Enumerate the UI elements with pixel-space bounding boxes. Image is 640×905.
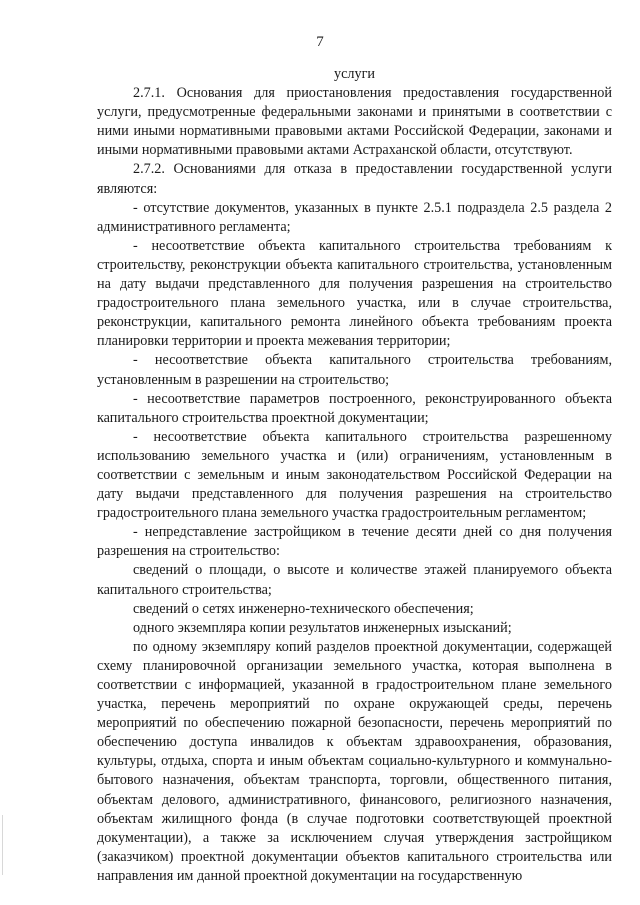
sub-item: сведений о площади, о высоте и количестве этажей планируемого объекта капитального строительства;	[97, 562, 612, 598]
paragraph-2-7-2: 2.7.2. Основаниями для отказа в предоставлении государственной услуги являются:	[97, 161, 612, 197]
list-item: - несоответствие объекта капитального строительства разрешенному использованию земельного участка и (или) ограничениям, установленным в соответствии с земельным и иным законодательством Российской Федерации на дату выдачи представленного для получения разрешения на строительство градостроительного плана земельного участка градостроительным регламентом;	[97, 428, 612, 522]
scan-edge-mark	[2, 815, 3, 875]
heading-continuation: услуги	[334, 66, 375, 82]
list-item: - несоответствие объекта капитального строительства требованиям, установленным в разрешении на строительство;	[97, 352, 612, 388]
sub-item: одного экземпляра копии результатов инженерных изысканий;	[133, 619, 512, 636]
list-item: - отсутствие документов, указанных в пункте 2.5.1 подраздела 2.5 раздела 2 административного регламента;	[97, 199, 612, 235]
list-item: - несоответствие параметров построенного, реконструированного объекта капитального строительства проектной документации;	[97, 390, 612, 426]
sub-item: по одному экземпляру копий разделов проектной документации, содержащей схему планировочной организации земельного участка, которая выполнена в соответствии с информацией, указанной в градостроительном плане земельного участка, перечень мероприятий по охране окружающей среды, перечень мероприятий по обеспечению пожарной безопасности, перечень мероприятий по обеспечению доступа инвалидов к объектам здравоохранения, образования, культуры, отдыха, спорта и иным объектам социально-культурного и коммунально-бытового назначения, объектам транспорта, торговли, общественного питания, объектам делового, административного, финансового, религиозного назначения, объектам жилищного фонда (в случае подготовки соответствующей проектной документации), а также за исключением случая утверждения застройщиком (заказчиком) проектной документации объектов капитального строительства или направления им данной проектной документации на государственную	[97, 638, 612, 884]
page-number: 7	[316, 34, 324, 50]
sub-item: сведений о сетях инженерно-технического обеспечения;	[133, 600, 474, 617]
list-item: - несоответствие объекта капитального строительства требованиям к строительству, реконструкции объекта капитального строительства, установленным на дату выдачи представленного для получения разрешения на строительство градостроительного плана земельного участка, или в случае строительства, реконструкции, капитального ремонта линейного объекта требованиям проекта планировки территории и проекта межевания территории;	[97, 237, 612, 350]
list-item: - непредставление застройщиком в течение десяти дней со дня получения разрешения на строительство:	[97, 524, 612, 560]
paragraph-2-7-1: 2.7.1. Основания для приостановления предоставления государственной услуги, предусмотренные федеральными законами и принятыми в соответствии с ними иными нормативными правовыми актами Российской Федерации, законами и иными нормативными правовыми актами Астраханской области, отсутствуют.	[97, 85, 612, 159]
document-body	[97, 65, 612, 886]
